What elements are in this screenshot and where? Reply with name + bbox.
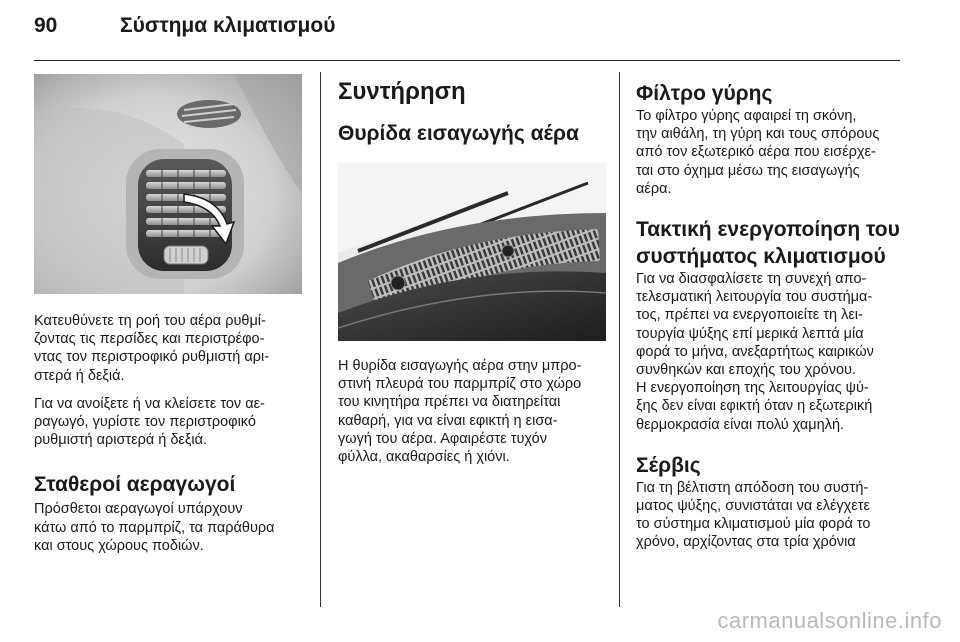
text-line: στερά ή δεξιά. [34,367,125,384]
text-line: Κατευθύνετε τη ροή του αέρα ρυθμί- [34,313,266,329]
service-heading: Σέρβις [636,453,701,477]
text-line: στινή πλευρά του παρμπρίζ στο χώρο [338,376,582,393]
text-line: Η θυρίδα εισαγωγής αέρα στην μπρο- [338,358,582,374]
text-line: Πρόσθετοι αεραγωγοί υπάρχουν [34,501,243,518]
fixed-vents-para [34,500,306,555]
vent-instructions-para1 [34,312,306,385]
header-rule [34,60,900,61]
air-intake-para [338,357,608,466]
text-line: αέρα. [636,180,672,197]
text-line: ρυθμιστή αριστερά ή δεξιά. [34,432,207,449]
text-line: ματος ψύξης, συνιστάται να ελέγχετε [636,498,870,515]
heading-line: Τακτική ενεργοποίηση του [636,218,900,242]
text-line: το σύστημα κλιματισμού μία φορά το [636,516,871,533]
middle-column [338,70,608,466]
text-line: φύλλα, ακαθαρσίες ή χιόνι. [338,449,510,466]
text-line: ται στο όχημα μέσω της εισαγωγής [636,162,860,179]
page-number: 90 [34,14,58,37]
text-line: συνθηκών και εποχής του χρόνου. [636,362,857,379]
text-line: Για να διασφαλίσετε τη συνεχή απο- [636,271,867,288]
page-header [34,14,335,44]
air-intake-grille-photo-icon [338,163,606,341]
air-intake-illustration [338,163,606,341]
left-column [34,70,306,555]
text-line: του κινητήρα πρέπει να διατηρείται [338,394,561,411]
text-line: ξης δεν είναι εφικτή όταν η εξωτερική [636,398,873,415]
text-line: ντας τον περιστροφικό ρυθμιστή αρι- [34,349,270,366]
text-line: Για τη βέλτιστη απόδοση του συστή- [636,479,869,496]
watermark: carmanualsonline.info [717,608,942,633]
text-line: γωγή του αέρα. Αφαιρέστε τυχόν [338,430,547,447]
air-vent-illustration [34,74,302,294]
air-vent-photo-icon [34,74,302,294]
text-line: ζοντας τις περσίδες και περιστρέφο- [34,331,265,348]
text-line: τος, πρέπει να ενεργοποιείτε τη λει- [636,307,863,324]
text-line: Η ενεργοποίηση της λειτουργίας ψύ- [636,380,869,397]
text-line: φορά το μήνα, ανεξαρτήτως καιρικών [636,343,874,360]
pollen-filter-para [636,107,908,198]
fixed-vents-heading: Σταθεροί αεραγωγοί [34,473,236,497]
text-line: την αιθάλη, τη γύρη και τους σπόρους [636,126,880,143]
vent-instructions-para2 [34,395,306,450]
heading-line: συστήματος κλιματισμού [636,245,886,269]
text-line: θερμοκρασία είναι πολύ χαμηλή. [636,416,845,433]
text-line: και στους χώρους ποδιών. [34,537,204,554]
text-line: κάτω από το παρμπρίζ, τα παράθυρα [34,519,275,536]
text-line: χρόνο, αρχίζοντας στα τρία χρόνια [636,534,856,551]
text-line: από τον εξωτερικό αέρα που εισέρχε- [636,144,876,161]
service-para [636,479,908,552]
regular-operation-heading [636,216,908,270]
regular-operation-para [636,270,908,434]
column-divider-right [619,72,620,607]
text-line: Το φίλτρο γύρης αφαιρεί τη σκόνη, [636,108,857,124]
pollen-filter-heading: Φίλτρο γύρης [636,82,773,105]
right-column [636,70,908,552]
text-line: ραγωγό, γυρίστε τον περιστροφικό [34,414,256,431]
air-intake-subheading: Θυρίδα εισαγωγής αέρα [338,122,579,145]
text-line: τουργία ψύξης επί μερικά λεπτά μία [636,325,864,342]
maintenance-heading: Συντήρηση [338,78,466,105]
column-divider-left [320,72,321,607]
text-line: Για να ανοίξετε ή να κλείσετε τον αε- [34,395,265,412]
text-line: καθαρή, για να είναι εφικτή η εισα- [338,412,558,429]
running-title: Σύστημα κλιματισμού [120,14,336,37]
text-line: τελεσματική λειτουργία του συστήμα- [636,289,873,306]
